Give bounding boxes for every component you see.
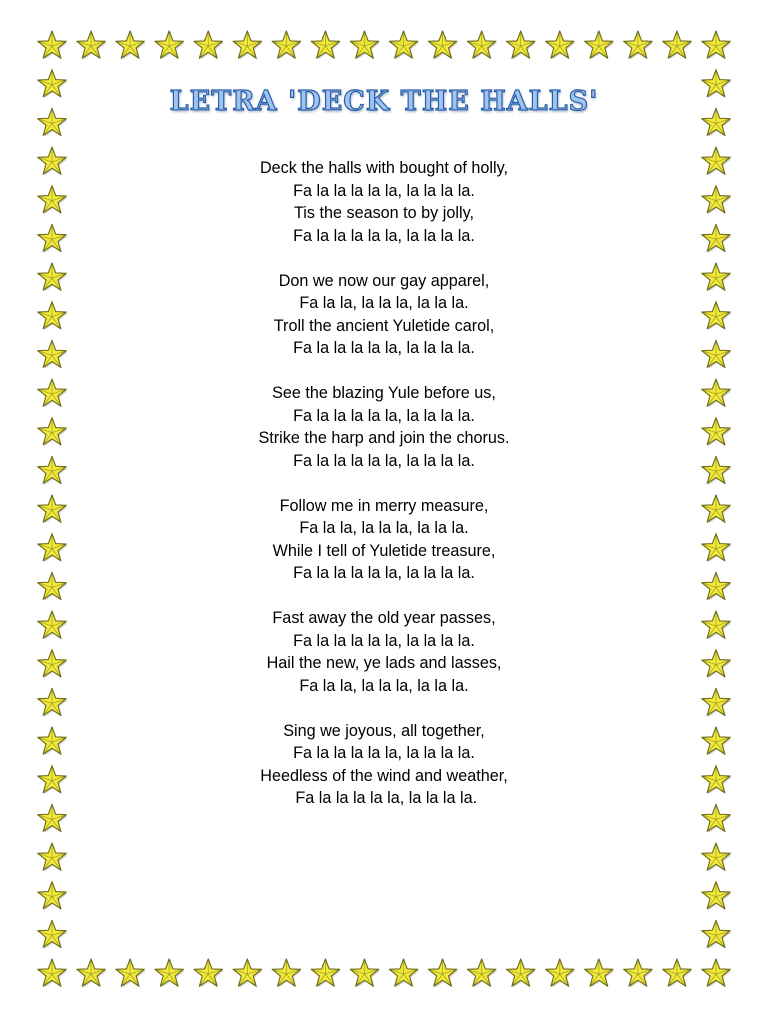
lyric-line: Fast away the old year passes, [272, 609, 496, 627]
star-icon [38, 920, 68, 949]
star-icon [702, 31, 732, 60]
lyric-line: Fa la la la la la, la la la la. [293, 406, 475, 425]
stanza [0, 157, 768, 247]
star-icon [38, 843, 68, 872]
lyric-line: Don we now our gay apparel, [278, 271, 490, 290]
lyric-line: Fa la la la la la, la la la la. [293, 631, 475, 650]
stanza [0, 720, 768, 810]
star-icon [272, 31, 302, 60]
lyric-line: Strike the harp and join the chorus. [258, 429, 510, 447]
star-icon [546, 959, 576, 988]
lyric-line: Fa la la la la la, la la la la. [293, 181, 475, 200]
star-icon [428, 959, 458, 988]
star-icon [155, 959, 185, 988]
star-icon [389, 31, 419, 60]
lyric-line: Fa la la, la la la, la la la. [299, 676, 469, 695]
star-icon [467, 31, 497, 60]
star-icon [624, 31, 654, 60]
lyric-line: Troll the ancient Yuletide carol, [273, 316, 495, 335]
star-icon [155, 31, 185, 60]
star-icon [77, 31, 107, 60]
lyric-line: While I tell of Yuletide treasure, [272, 541, 496, 560]
stanza [0, 382, 768, 472]
star-icon [38, 31, 68, 60]
star-icon [663, 31, 693, 60]
star-icon [506, 959, 536, 988]
star-icon [38, 882, 68, 911]
star-icon [389, 959, 419, 988]
lyric-line: Heedless of the wind and weather, [260, 766, 508, 785]
star-icon [116, 31, 146, 60]
lyrics-body [0, 157, 768, 832]
star-icon [546, 31, 576, 60]
lyric-line: Fa la la la la la, la la la la. [293, 451, 475, 470]
star-icon [585, 959, 615, 988]
star-icon [116, 959, 146, 988]
lyric-line: Fa la la la la la, la la la la. [293, 564, 475, 582]
stanza [0, 495, 768, 585]
stanza [0, 270, 768, 360]
star-icon [663, 959, 693, 988]
stanza [0, 607, 768, 697]
star-icon [311, 31, 341, 60]
lyric-line: See the blazing Yule before us, [272, 384, 496, 402]
star-icon [350, 31, 380, 60]
star-icon [194, 31, 224, 60]
star-icon [38, 959, 68, 988]
star-icon [467, 959, 497, 988]
star-icon [702, 920, 732, 949]
star-icon [272, 959, 302, 988]
star-icon [506, 31, 536, 60]
star-icon [624, 959, 654, 988]
star-icon [194, 959, 224, 988]
lyric-line: Fa la la, la la la, la la la. [299, 294, 469, 312]
star-icon [585, 31, 615, 60]
star-icon [77, 959, 107, 988]
star-icon [233, 959, 263, 988]
star-icon [702, 843, 732, 872]
star-icon [428, 31, 458, 60]
lyric-line: Follow me in merry measure, [279, 496, 489, 515]
lyric-line: Sing we joyous, all together, [283, 721, 485, 740]
page-title: LETRA 'DECK THE HALLS' [169, 86, 599, 117]
lyric-line: Fa la la, la la la, la la la. [299, 519, 469, 537]
lyric-line: Fa la la la la la, la la la la. [293, 226, 475, 245]
star-icon [702, 959, 732, 988]
lyric-line: Deck the halls with bought of holly, [259, 159, 509, 177]
lyric-line: Hail the new, ye lads and lasses, [266, 654, 502, 672]
lyric-line: Tis the season to by jolly, [294, 204, 474, 222]
star-icon [233, 31, 263, 60]
star-icon [702, 882, 732, 911]
star-icon [350, 959, 380, 988]
lyric-line: Fa la la la la la, la la la la. [290, 789, 478, 807]
lyric-line: Fa la la la la la, la la la la. [293, 744, 475, 762]
star-icon [311, 959, 341, 988]
lyric-line: Fa la la la la la, la la la la. [293, 339, 475, 357]
